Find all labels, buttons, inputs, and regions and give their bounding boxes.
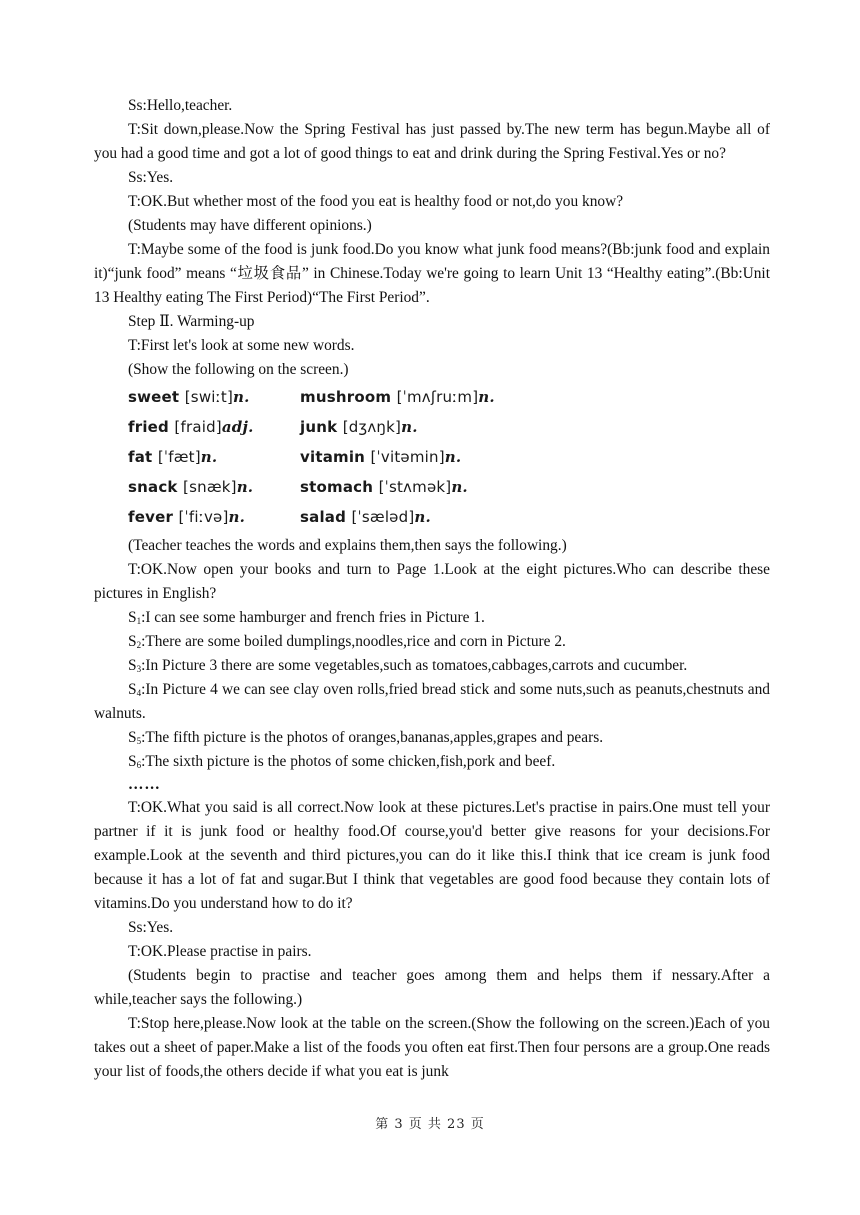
vocab-pos: n. (200, 448, 218, 466)
vocab-word: snack (128, 478, 178, 496)
step-heading: Step Ⅱ. Warming-up (128, 313, 255, 330)
vocab-item (128, 414, 300, 440)
vocab-word: fever (128, 508, 174, 526)
vocab-pos: n. (451, 478, 468, 496)
vocab-item (300, 444, 498, 470)
vocab-item (128, 444, 300, 470)
paragraph: (Students begin to practise and teacher goes among them and helps them if nessary.After a while,teacher says the following.) (94, 967, 770, 1008)
paragraph: T:OK.Please practise in pairs. (128, 943, 312, 960)
paragraph: T:Stop here,please.Now look at the table on the screen.(Show the following on the screen.)Each of you takes out a sheet of paper.Make a list of the foods you often eat first.Then four persons are a group.One reads your list of foods,the others decide if what you eat is junk (94, 1015, 770, 1080)
vocab-pos: n. (233, 388, 250, 406)
vocab-item (300, 504, 498, 530)
vocab-pos: n. (444, 448, 462, 466)
vocab-pronunciation: [snæk] (183, 478, 237, 496)
vocab-item (128, 384, 300, 410)
vocab-pronunciation: [swiːt] (184, 388, 234, 406)
vocab-pos: adj. (221, 418, 254, 436)
paragraph: Ss:Yes. (128, 919, 174, 936)
vocab-pronunciation: [dʒʌŋk] (342, 418, 402, 436)
vocab-pronunciation: [ˈmʌʃruːm] (396, 388, 479, 406)
document-body (94, 94, 770, 1084)
paragraph: T:First let's look at some new words. (128, 337, 355, 354)
paragraph: T:OK.But whether most of the food you eat is healthy food or not,do you know? (128, 193, 624, 210)
vocab-pronunciation: [fraid] (174, 418, 222, 436)
student-response: $S_3:In$ Picture 3 there are some vegetables,such as tomatoes,cabbages,carrots and cucumber. (128, 657, 688, 674)
vocab-pronunciation: [ˈvitəmin] (370, 448, 445, 466)
paragraph: Ss:Yes. (128, 169, 174, 186)
student-response: $S_6:The$ sixth picture is the photos of some chicken,fish,pork and beef. (128, 753, 556, 770)
vocab-pos: n. (414, 508, 431, 526)
vocabulary-list (128, 384, 498, 530)
paragraph: T:Maybe some of the food is junk food.Do you know what junk food means?(Bb:junk food and explain it)“junk food” means “垃圾食品” in Chinese.Today we're going to learn Unit 13 “Healthy eating”.(Bb:Unit 13 Healthy eating The First Period)“The First Period”. (94, 241, 770, 306)
vocab-word: stomach (300, 478, 374, 496)
student-response: $S_5:The$ fifth picture is the photos of oranges,bananas,apples,grapes and pears. (128, 729, 604, 746)
vocab-item (300, 414, 498, 440)
paragraph: (Teacher teaches the words and explains them,then says the following.) (128, 537, 567, 554)
vocab-pos: n. (478, 388, 495, 406)
vocab-word: vitamin (300, 448, 366, 466)
paragraph: (Students may have different opinions.) (128, 217, 372, 234)
vocab-item (128, 474, 300, 500)
vocab-word: sweet (128, 388, 180, 406)
vocab-word: fat (128, 448, 153, 466)
vocab-word: fried (128, 418, 169, 436)
page-number-footer: 第 3 页 共 23 页 (375, 1117, 485, 1132)
student-response: $S_1:I$ can see some hamburger and french fries in Picture 1. (128, 609, 485, 626)
paragraph: T:OK.What you said is all correct.Now look at these pictures.Let's practise in pairs.One must tell your partner if it is junk food or healthy food.Of course,you'd better give reasons for your decisions.For example.Look at the seventh and third pictures,you can do it like this.I think that ice cream is junk food because it has a lot of fat and sugar.But I think that vegetables are good food because they contain lots of vitamins.Do you understand how to do it? (94, 799, 770, 912)
vocab-pos: n. (401, 418, 418, 436)
paragraph: Ss:Hello,teacher. (128, 97, 233, 114)
paragraph: T:OK.Now open your books and turn to Page 1.Look at the eight pictures.Who can describe these pictures in English? (94, 561, 770, 602)
vocab-word: salad (300, 508, 347, 526)
paragraph: (Show the following on the screen.) (128, 361, 349, 378)
student-response: $S_2:There$ are some boiled dumplings,noodles,rice and corn in Picture 2. (128, 633, 566, 650)
vocab-item (128, 504, 300, 530)
vocab-item (300, 474, 498, 500)
vocab-pos: n. (236, 478, 254, 496)
vocab-word: mushroom (300, 388, 392, 406)
vocab-word: junk (300, 418, 338, 436)
vocab-pos: n. (228, 508, 246, 526)
vocab-pronunciation: [ˈfiːvə] (178, 508, 229, 526)
vocab-pronunciation: [ˈfæt] (157, 448, 201, 466)
vocab-item (300, 384, 498, 410)
ellipsis: …… (128, 776, 161, 793)
vocab-pronunciation: [ˈsæləd] (351, 508, 415, 526)
paragraph: T:Sit down,please.Now the Spring Festival has just passed by.The new term has begun.Maybe all of you had a good time and got a lot of good things to eat and drink during the Spring Festival.Yes or no? (94, 121, 770, 162)
vocab-pronunciation: [ˈstʌmək] (378, 478, 452, 496)
student-response: $S_4:In$ Picture 4 we can see clay oven rolls,fried bread stick and some nuts,such as peanuts,chestnuts and walnuts. (94, 681, 770, 722)
